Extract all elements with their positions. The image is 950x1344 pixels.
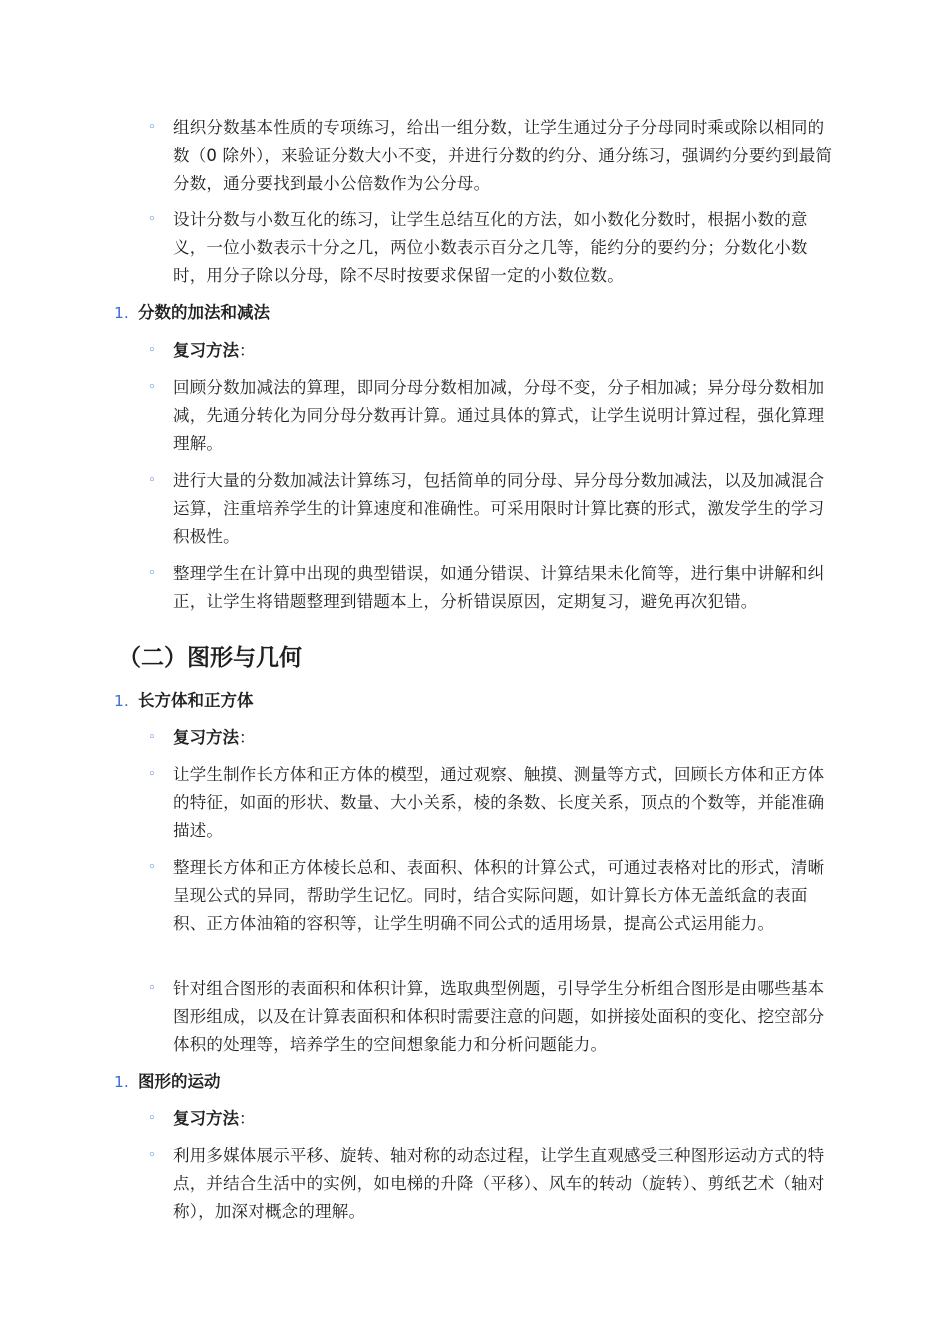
bullet-marker: ◦ (148, 120, 156, 135)
topic-title: 分数的加法和减法 (138, 303, 270, 322)
method-heading (173, 337, 256, 365)
bullet-marker: ◦ (148, 730, 156, 745)
bullet-marker: ◦ (148, 981, 156, 996)
method-heading (173, 724, 256, 752)
bullet-marker: ◦ (148, 1111, 156, 1126)
list-item: 组织分数基本性质的专项练习，给出一组分数，让学生通过分子分母同时乘或除以相同的数（0 除外），来验证分数大小不变，并进行分数的约分、通分练习，强调约分要约到最简分数，通分要找到最小公倍数作为公分母。 (173, 118, 833, 193)
bullet-marker: ◦ (148, 767, 156, 782)
bullet-marker: ◦ (148, 566, 156, 581)
list-item: 让学生制作长方体和正方体的模型，通过观察、触摸、测量等方式，回顾长方体和正方体的特征，如面的形状、数量、大小关系，棱的条数、长度关系，顶点的个数等，并能准确描述。 (173, 765, 825, 840)
method-label: 复习方法 (173, 728, 239, 747)
list-item: 整理学生在计算中出现的典型错误，如通分错误、计算结果未化简等，进行集中讲解和纠正，让学生将错题整理到错题本上，分析错误原因，定期复习，避免再次犯错。 (173, 564, 825, 611)
list-item: 利用多媒体展示平移、旋转、轴对称的动态过程，让学生直观感受三种图形运动方式的特点，并结合生活中的实例，如电梯的升降（平移）、风车的转动（旋转）、剪纸艺术（轴对称），加深对概念的理解。 (173, 1146, 825, 1221)
method-label: 复习方法 (173, 341, 239, 360)
method-colon: ： (239, 1109, 256, 1128)
list-item: 回顾分数加减法的算理，即同分母分数相加减，分母不变，分子相加减；异分母分数相加减，先通分转化为同分母分数再计算。通过具体的算式，让学生说明计算过程，强化算理理解。 (173, 378, 825, 453)
method-colon: ： (239, 341, 256, 360)
list-item: 整理长方体和正方体棱长总和、表面积、体积的计算公式，可通过表格对比的形式，清晰呈现公式的异同，帮助学生记忆。同时，结合实际问题，如计算长方体无盖纸盒的表面积、正方体油箱的容积等，让学生明确不同公式的适用场景，提高公式运用能力。 (173, 858, 825, 933)
method-heading (173, 1105, 256, 1133)
method-colon: ： (239, 728, 256, 747)
method-label: 复习方法 (173, 1109, 239, 1128)
bullet-marker: ◦ (148, 343, 156, 358)
topic-title: 图形的运动 (138, 1072, 221, 1091)
bullet-marker: ◦ (148, 380, 156, 395)
bullet-marker: ◦ (148, 473, 156, 488)
bullet-marker: ◦ (148, 212, 156, 227)
list-item: 设计分数与小数互化的练习，让学生总结互化的方法，如小数化分数时，根据小数的意义，一位小数表示十分之几，两位小数表示百分之几等，能约分的要约分；分数化小数时，用分子除以分母，除不尽时按要求保留一定的小数位数。 (173, 210, 808, 285)
list-item: 针对组合图形的表面积和体积计算，选取典型例题，引导学生分析组合图形是由哪些基本图形组成，以及在计算表面积和体积时需要注意的问题，如拼接处面积的变化、挖空部分体积的处理等，培养学生的空间想象能力和分析问题能力。 (173, 979, 825, 1054)
section-heading: （二）图形与几何 (118, 645, 302, 671)
bullet-marker: ◦ (148, 860, 156, 875)
list-number: 1. (114, 692, 129, 710)
list-number: 1. (114, 304, 129, 322)
list-number: 1. (114, 1073, 129, 1091)
list-item: 进行大量的分数加减法计算练习，包括简单的同分母、异分母分数加减法，以及加减混合运算，注重培养学生的计算速度和准确性。可采用限时计算比赛的形式，激发学生的学习积极性。 (173, 471, 825, 546)
bullet-marker: ◦ (148, 1148, 156, 1163)
topic-title: 长方体和正方体 (138, 691, 254, 710)
